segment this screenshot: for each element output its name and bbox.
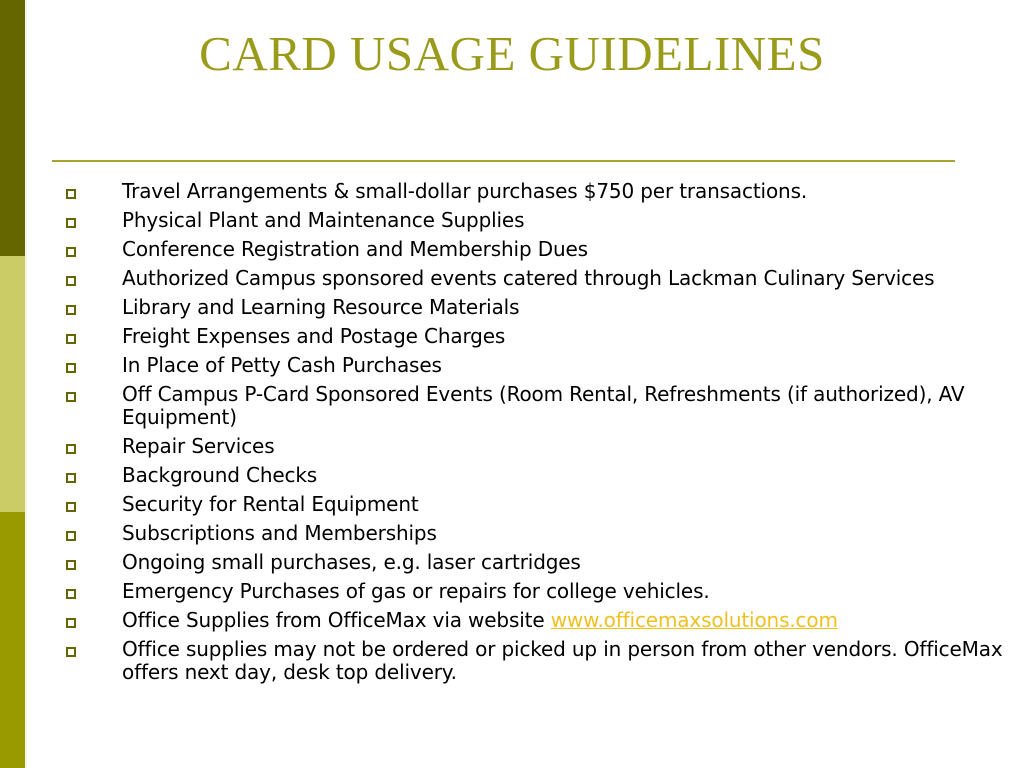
list-item <box>0 296 1024 319</box>
list-item <box>0 551 1024 574</box>
square-bullet-icon <box>66 189 76 199</box>
title-divider <box>52 160 955 162</box>
list-item <box>0 180 1024 203</box>
list-item <box>0 638 1024 684</box>
list-item-text: Office Supplies from OfficeMax via website <box>122 608 551 632</box>
square-bullet-icon <box>66 444 76 454</box>
list-item <box>0 522 1024 545</box>
list-item-text: Office supplies may not be ordered or picked up in person from other vendors. OfficeMax offers next day, desk top delivery. <box>122 637 1003 684</box>
list-item-text: Conference Registration and Membership Dues <box>122 237 588 261</box>
square-bullet-icon <box>66 473 76 483</box>
list-item-text-with-link <box>122 609 1014 632</box>
square-bullet-icon <box>66 247 76 257</box>
square-bullet-icon <box>66 218 76 228</box>
list-item-text: In Place of Petty Cash Purchases <box>122 353 442 377</box>
list-item <box>0 354 1024 377</box>
list-item-text: Off Campus P-Card Sponsored Events (Room Rental, Refreshments (if authorized), AV Equipment) <box>122 382 965 429</box>
list-item <box>0 383 1024 429</box>
list-item-text: Physical Plant and Maintenance Supplies <box>122 208 525 232</box>
list-item-text: Subscriptions and Memberships <box>122 521 437 545</box>
slide-title-container <box>0 26 1024 82</box>
slide-title: CARD USAGE GUIDELINES <box>199 26 825 81</box>
square-bullet-icon <box>66 334 76 344</box>
list-item <box>0 580 1024 603</box>
list-item <box>0 435 1024 458</box>
list-item <box>0 209 1024 232</box>
list-item-text: Ongoing small purchases, e.g. laser cartridges <box>122 550 581 574</box>
square-bullet-icon <box>66 363 76 373</box>
guidelines-list <box>0 180 1024 690</box>
list-item-text: Security for Rental Equipment <box>122 492 419 516</box>
square-bullet-icon <box>66 618 76 628</box>
list-item-text: Emergency Purchases of gas or repairs for college vehicles. <box>122 579 710 603</box>
list-item-text: Travel Arrangements & small-dollar purchases $750 per transactions. <box>122 179 808 203</box>
square-bullet-icon <box>66 276 76 286</box>
square-bullet-icon <box>66 305 76 315</box>
square-bullet-icon <box>66 392 76 402</box>
list-item <box>0 493 1024 516</box>
list-item-text: Library and Learning Resource Materials <box>122 295 520 319</box>
list-item <box>0 325 1024 348</box>
list-item-text: Background Checks <box>122 463 318 487</box>
officemax-website-link[interactable]: www.officemaxsolutions.com <box>550 608 838 632</box>
list-item <box>0 267 1024 290</box>
list-item <box>0 609 1024 632</box>
list-item-text: Freight Expenses and Postage Charges <box>122 324 506 348</box>
square-bullet-icon <box>66 531 76 541</box>
list-item <box>0 464 1024 487</box>
square-bullet-icon <box>66 647 76 657</box>
square-bullet-icon <box>66 589 76 599</box>
square-bullet-icon <box>66 502 76 512</box>
list-item-text: Repair Services <box>122 434 275 458</box>
square-bullet-icon <box>66 560 76 570</box>
list-item <box>0 238 1024 261</box>
list-item-text: Authorized Campus sponsored events catered through Lackman Culinary Services <box>122 266 935 290</box>
